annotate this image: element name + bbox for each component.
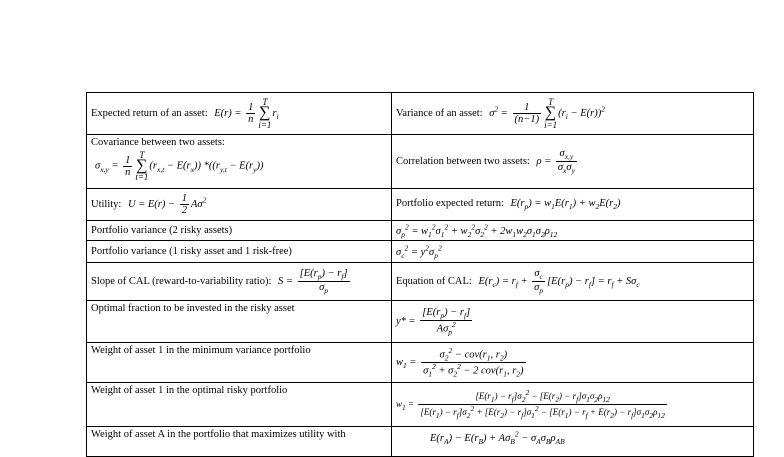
formula-cell [392,241,754,263]
covariance-formula: $\sigma_{x,y}$ = $\frac{1}{n}$ T ∑ $t=1(r_{x,t} - E(r_x)) *((r_{y,t} - E(r_y))$ [95,150,264,183]
portfolio-variance-two-formula: $\sigma_p^2 = w_1^2\sigma_1^2 + w_2^2\sigma_2^2 + 2w_1w_2\sigma_1\sigma_2\rho_{12}$ [396,222,558,239]
optimal-fraction-formula: y* = $\frac{[E(r_p) - r_f]}{A\sigma_p^2}$ [396,306,471,337]
formula-cell [87,241,392,263]
cell-label: Portfolio expected return: [396,197,504,209]
cell-label: Expected return of an asset: [91,107,208,119]
min-variance-weight-formula: $w_1$ = $\frac{\sigma_2^2 - cov(r_1, r_2)}{\sigma_1^2 + \sigma_2^2 - 2 cov(r_1, r_2)}$ [396,345,524,379]
table-row [87,383,754,427]
formula-cell [87,427,392,457]
formula-sheet [86,92,753,457]
formula-cell [392,221,754,241]
expected-return-formula: E(r) = $\frac{1}{n}$ T ∑ $i=1r_i$ [214,97,279,130]
formula-cell [392,263,754,301]
cell-label: Weight of asset 1 in the optimal risky portfolio [91,385,288,396]
table-row [87,135,754,189]
formula-cell [392,135,754,189]
formula-cell [87,301,392,343]
table-row [87,343,754,383]
cell-label: Optimal fraction to be invested in the risky asset [91,303,295,314]
formula-cell [392,189,754,221]
cell-label: Portfolio variance (2 risky assets) [91,225,233,236]
formula-cell [87,93,392,135]
max-utility-weight-formula: $E(r_A) - E(r_B) + A\sigma_B^2 - \sigma_A\sigma_B\rho_{AB}$ [430,429,565,446]
table-row [87,93,754,135]
correlation-formula: ρ = $\frac{\sigma_{x,y}}{\sigma_x\sigma_y}$ [536,148,575,176]
cell-label: Correlation between two assets: [396,155,530,167]
table-row [87,263,754,301]
portfolio-return-formula: $E(r_p) = w_1E(r_1) + w_2E(r_2)$ [510,197,621,212]
formula-cell [392,383,754,427]
cell-label: Slope of CAL (reward-to-variability ratio): [91,275,272,287]
cell-label: Weight of asset A in the portfolio that maximizes utility with [91,429,346,440]
cell-label: Utility: [91,198,122,210]
cell-label: Variance of an asset: [396,107,483,119]
cell-label: Weight of asset 1 in the minimum variance portfolio [91,345,311,356]
utility-formula: U = E(r) − $\frac{1}{2}$ $A\sigma^2$ [127,192,207,216]
formula-cell [87,135,392,189]
table-row [87,427,754,457]
formula-cell [87,221,392,241]
table-row [87,301,754,343]
formula-cell [392,301,754,343]
formula-cell [87,263,392,301]
optimal-risky-weight-formula: $w_1$ = $[E(r_1) - r_f]\sigma_2^2 - [E(r_2) - r_f]\sigma_1\sigma_2\rho_{12}$ $[E(r_1) - r_f]\sigma_2^2 + [E(r_2) - r_f]\sigma_1^2 - [E(r_1) - r_f + E(r_2) - r_f]\sigma_1\sigma_2\rho_{12}$ [396,388,665,420]
formula-cell [392,343,754,383]
cell-label: Covariance between two assets: [91,137,225,148]
formula-table [86,92,754,457]
formula-cell [87,383,392,427]
cell-label: Equation of CAL: [396,275,472,287]
formula-cell [87,343,392,383]
table-row [87,221,754,241]
cell-label: Portfolio variance (1 risky asset and 1 risk-free) [91,246,292,257]
formula-cell [392,427,754,457]
table-row [87,189,754,221]
portfolio-variance-riskfree-formula: $\sigma_c^2 = y^2\sigma_p^2$ [396,243,442,260]
variance-formula: $\sigma^2$ = $\frac{1}{(n-1)}$ T ∑ $i=1(r_i - E(r))^2$ [489,97,605,130]
cal-slope-formula: S = $\frac{[E(r_p) - r_f]}{\sigma_p}$ [278,268,348,296]
cal-equation-formula: $E(r_c) = r_f$ + $\frac{\sigma_c}{\sigma_p}$ $[E(r_p) - r_f] = r_f + S\sigma_c$ [478,268,640,296]
formula-cell [87,189,392,221]
table-row [87,241,754,263]
formula-cell [392,93,754,135]
